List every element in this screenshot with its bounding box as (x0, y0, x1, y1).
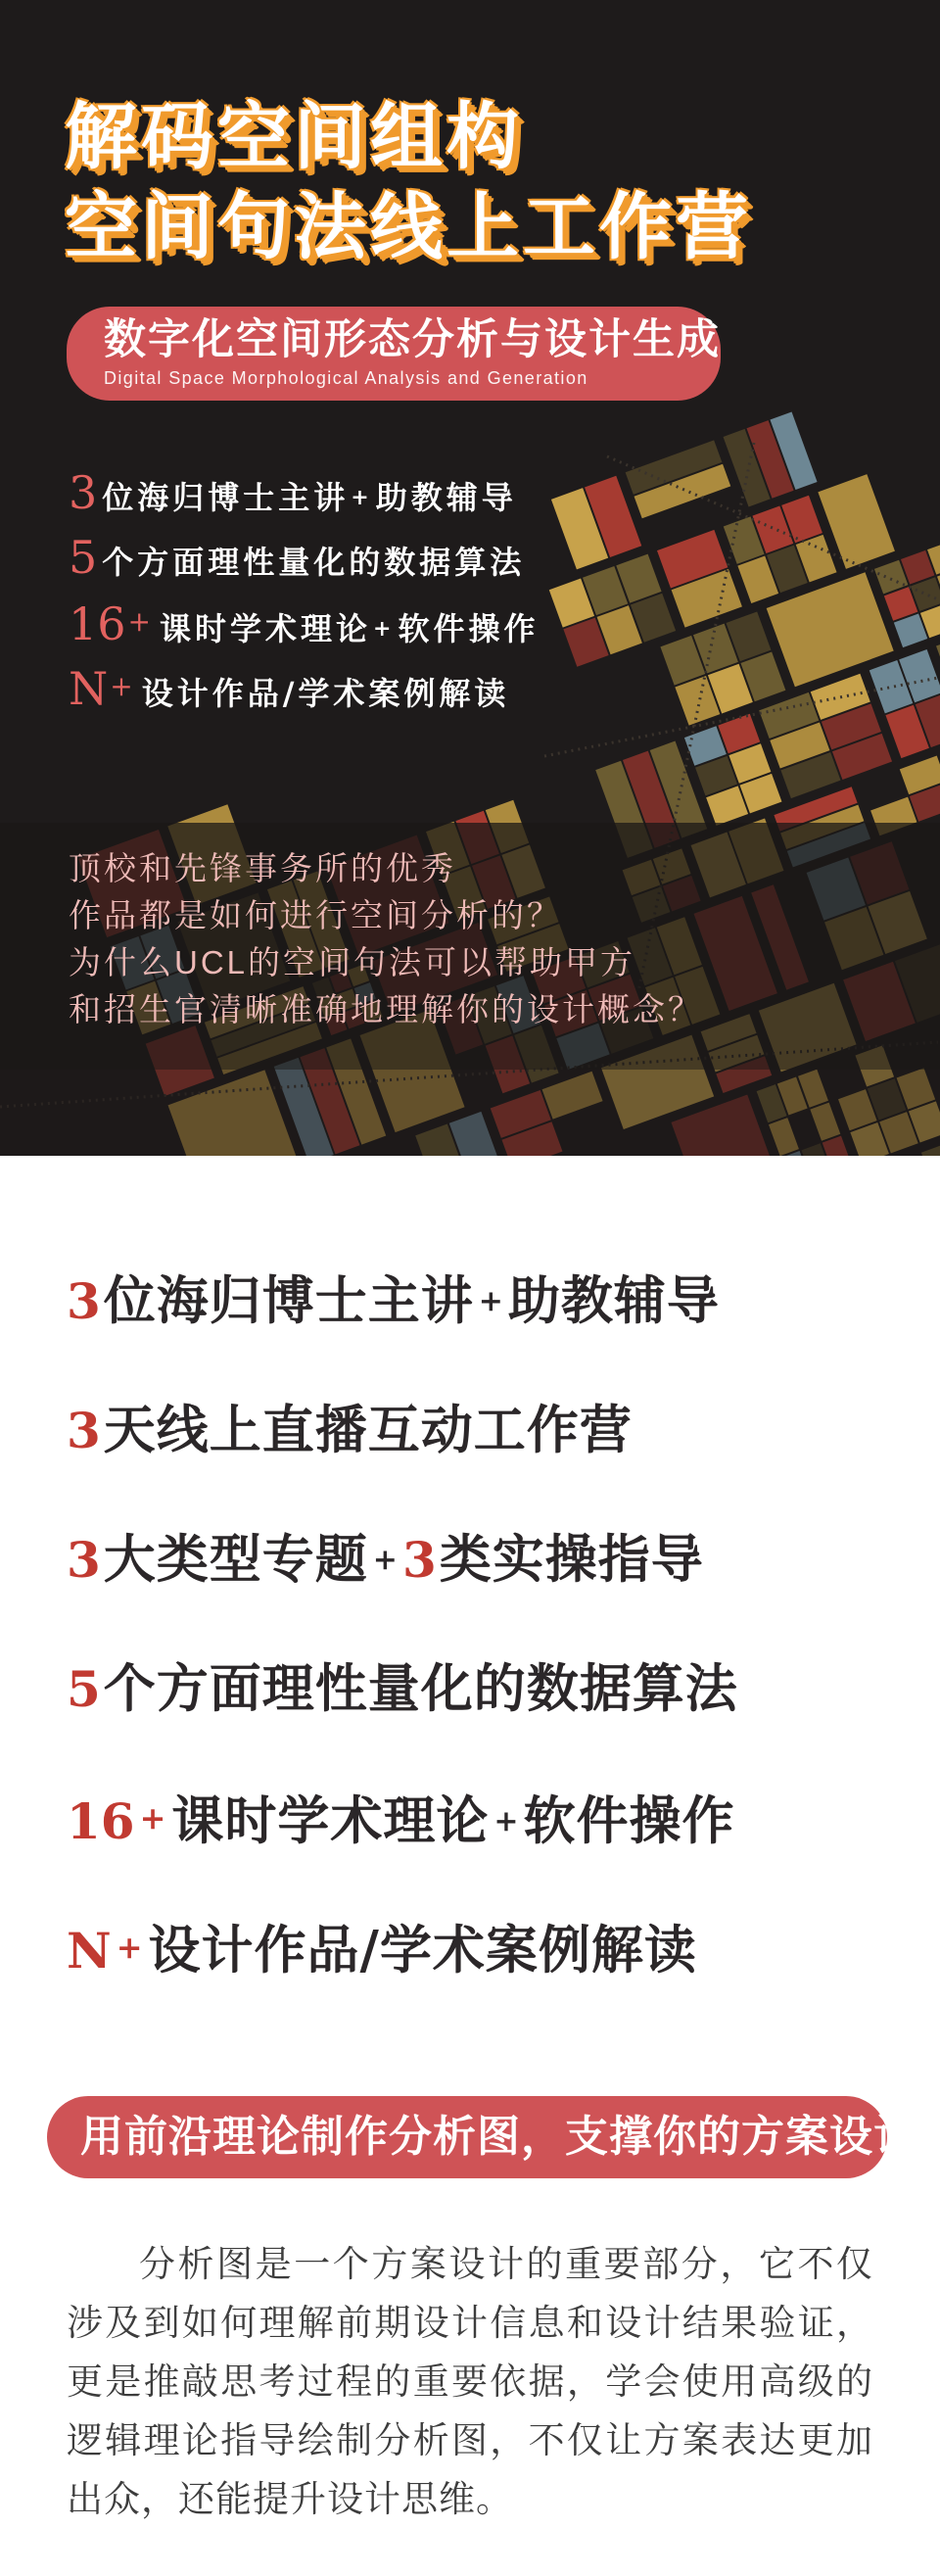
text-segment: 3 (69, 466, 98, 519)
text-segment: 16 (67, 1792, 135, 1850)
text-segment: 5 (67, 1660, 101, 1718)
text-segment: 3 (67, 1531, 101, 1589)
question-list (69, 845, 703, 1033)
title-line-1: 解码空间组构 (65, 96, 523, 177)
title-line-2: 空间句法线上工作营 (65, 186, 752, 267)
text-segment: 助教辅导 (507, 1270, 720, 1331)
text-segment: 软件操作 (398, 610, 540, 647)
text-segment: 3 (67, 1402, 101, 1459)
question-line: 顶校和先锋事务所的优秀 (69, 850, 456, 886)
text-segment: 大类型专题 (103, 1529, 368, 1590)
subtitle-banner (67, 307, 721, 401)
text-segment: 5 (69, 531, 98, 584)
highlights-list (67, 1236, 738, 2012)
highlight-line (67, 1624, 738, 1753)
highlight-line (67, 1883, 738, 2012)
question-line: 为什么UCL的空间句法可以帮助甲方 (69, 944, 636, 980)
question-line: 和招生官清晰准确地理解你的设计概念？ (69, 991, 703, 1027)
text-segment: + (127, 605, 152, 638)
text-segment: 位海归博士主讲 (102, 479, 350, 516)
hero-stat-line (69, 654, 539, 719)
hero-stat-line (69, 590, 539, 654)
highlight-line (67, 1236, 738, 1365)
hero-section (0, 0, 940, 1156)
text-segment: 天线上直播互动工作营 (103, 1400, 633, 1460)
text-segment: 个方面理性量化的数据算法 (103, 1658, 738, 1719)
subtitle-english: Digital Space Morphological Analysis and Generation (104, 368, 588, 389)
hero-stat-line (69, 460, 539, 525)
page-title (65, 92, 752, 272)
text-segment: 16 (69, 597, 126, 650)
highlight-line (67, 1495, 738, 1624)
text-segment: 软件操作 (523, 1790, 735, 1851)
highlights-section (0, 1156, 940, 2576)
text-segment: + (373, 616, 392, 642)
hero-stats-list (69, 460, 539, 719)
highlight-line (67, 1365, 738, 1495)
cta-banner: 用前沿理论制作分析图，支撑你的方案设计! (47, 2096, 887, 2178)
highlight-line (67, 1753, 738, 1883)
text-segment: 课时学术理论 (171, 1790, 490, 1851)
text-segment: + (139, 1799, 166, 1837)
text-segment: + (351, 485, 369, 510)
text-segment: 设计作品/学术案例解读 (141, 675, 510, 712)
text-segment: 3 (401, 1531, 437, 1589)
hero-stat-line (69, 525, 539, 590)
text-segment: + (478, 1284, 503, 1318)
text-segment: + (494, 1804, 519, 1838)
text-segment: N (69, 662, 109, 715)
text-segment: 个方面理性量化的数据算法 (102, 544, 526, 581)
map-dim-overlay (0, 1070, 940, 1156)
question-line: 作品都是如何进行空间分析的？ (69, 897, 562, 933)
subtitle-chinese: 数字化空间形态分析与设计生成 (104, 315, 721, 363)
text-segment: 3 (67, 1272, 101, 1330)
text-segment: + (372, 1543, 398, 1577)
text-segment: + (110, 670, 133, 702)
text-segment: + (116, 1929, 143, 1966)
text-segment: 类实操指导 (439, 1529, 704, 1590)
text-segment: 助教辅导 (375, 479, 517, 516)
text-segment: 课时学术理论 (160, 610, 372, 647)
text-segment: 设计作品/学术案例解读 (148, 1920, 697, 1980)
text-segment: 位海归博士主讲 (103, 1270, 474, 1331)
intro-paragraph: 分析图是一个方案设计的重要部分，它不仅涉及到如何理解前期设计信息和设计结果验证，更是推敲思考过程的重要依据，学会使用高级的逻辑理论指导绘制分析图，不仅让方案表达更加出众，还能提升设计思维。 (67, 2244, 873, 2519)
text-segment: N (67, 1922, 112, 1980)
